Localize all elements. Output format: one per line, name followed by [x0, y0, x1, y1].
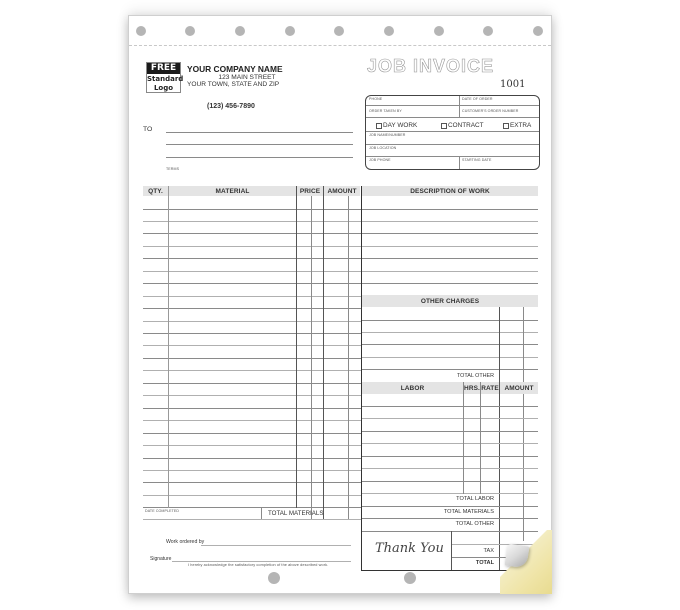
material-row[interactable] — [143, 420, 361, 421]
date-of-order-field-label[interactable]: DATE OF ORDER — [462, 97, 493, 101]
labor-amount-header: AMOUNT — [500, 382, 538, 394]
other-charge-row[interactable] — [362, 332, 538, 333]
main-divider — [361, 186, 362, 571]
binding-hole — [384, 26, 394, 36]
to-line-2[interactable] — [166, 144, 353, 145]
info-divider — [366, 117, 539, 118]
price-col-divider — [296, 186, 297, 508]
signature-label: Signature — [150, 556, 172, 562]
description-row[interactable] — [362, 209, 538, 210]
material-row[interactable] — [143, 321, 361, 322]
material-row[interactable] — [143, 209, 361, 210]
thank-you-text: Thank You — [375, 541, 444, 556]
acknowledgement-text: I hereby acknowledge the satisfactory completion of the above described work. — [188, 563, 329, 567]
logo-box — [146, 62, 184, 93]
labor-row[interactable] — [362, 493, 538, 494]
total-materials-label: TOTAL MATERIALS — [268, 510, 324, 517]
material-row[interactable] — [143, 333, 361, 334]
total-materials-divider — [261, 508, 262, 519]
other-charge-row[interactable] — [362, 344, 538, 345]
binding-hole — [285, 26, 295, 36]
rate-header: RATE — [481, 382, 499, 394]
info-divider — [366, 131, 539, 132]
checkbox-icon[interactable] — [441, 123, 447, 129]
binding-hole — [404, 572, 416, 584]
rate-divider — [480, 382, 481, 494]
labor-header: LABOR — [362, 382, 463, 394]
hrs-header: HRS. — [464, 382, 480, 394]
qty-col-divider — [168, 186, 169, 508]
labor-row[interactable] — [362, 418, 538, 419]
material-row[interactable] — [143, 221, 361, 222]
material-header: MATERIAL — [169, 186, 296, 196]
job-name-number-field-label[interactable]: JOB NAME/NUMBER — [369, 133, 406, 137]
binding-hole — [434, 26, 444, 36]
material-row[interactable] — [143, 408, 361, 409]
description-row[interactable] — [362, 258, 538, 259]
qty-header: QTY. — [143, 186, 168, 196]
logo-text: Logo — [153, 84, 174, 92]
binding-hole — [533, 26, 543, 36]
description-row[interactable] — [362, 246, 538, 247]
work-ordered-by-label: Work ordered by — [166, 539, 205, 545]
labor-row[interactable] — [362, 456, 538, 457]
amount-header: AMOUNT — [324, 186, 360, 196]
thank-you-divider — [451, 531, 452, 571]
material-row[interactable] — [143, 358, 361, 359]
binding-hole — [483, 26, 493, 36]
info-vdivider — [459, 156, 460, 169]
customer-order-number-field-label[interactable]: CUSTOMER'S ORDER NUMBER — [462, 109, 519, 113]
material-row[interactable] — [143, 233, 361, 234]
total-other-label: TOTAL OTHER — [456, 373, 494, 379]
invoice-title: JOB INVOICE — [367, 56, 495, 76]
info-divider — [366, 105, 539, 106]
material-row[interactable] — [143, 383, 361, 384]
summary-total-other-label: TOTAL OTHER — [455, 521, 494, 527]
material-row[interactable] — [143, 470, 361, 471]
signature-line[interactable] — [172, 561, 351, 562]
material-row[interactable] — [143, 296, 361, 297]
work-ordered-by-line[interactable] — [201, 545, 351, 546]
job-location-field-label[interactable]: JOB LOCATION — [369, 146, 397, 150]
company-phone: (123) 456-7890 — [207, 103, 255, 110]
description-row[interactable] — [362, 271, 538, 272]
logo-free: FREE — [147, 63, 180, 74]
labor-row[interactable] — [362, 481, 538, 482]
order-taken-by-field-label[interactable]: ORDER TAKEN BY — [369, 109, 402, 113]
other-charges-header: OTHER CHARGES — [362, 295, 538, 307]
total-materials-bottom — [143, 519, 361, 520]
binding-hole — [235, 26, 245, 36]
description-row[interactable] — [362, 233, 538, 234]
checkbox-contract[interactable]: CONTRACT — [441, 122, 484, 129]
invoice-number: 1001 — [500, 79, 526, 90]
description-row[interactable] — [362, 221, 538, 222]
labor-row[interactable] — [362, 406, 538, 407]
labor-row[interactable] — [362, 468, 538, 469]
info-vdivider — [459, 96, 460, 117]
job-phone-field-label[interactable]: JOB PHONE — [369, 158, 391, 162]
material-row[interactable] — [143, 395, 361, 396]
info-divider — [366, 144, 539, 145]
material-row[interactable] — [143, 308, 361, 309]
checkbox-extra[interactable]: EXTRA — [503, 122, 531, 129]
binding-hole — [136, 26, 146, 36]
material-row[interactable] — [143, 445, 361, 446]
to-label: TO — [143, 126, 153, 133]
labor-row[interactable] — [362, 443, 538, 444]
description-row[interactable] — [362, 283, 538, 284]
other-charge-row[interactable] — [362, 369, 538, 370]
tax-label: TAX — [483, 548, 494, 554]
binding-hole — [185, 26, 195, 36]
labor-row[interactable] — [362, 431, 538, 432]
checkbox-day-work[interactable]: DAY WORK — [376, 122, 417, 129]
phone-field-label[interactable]: PHONE — [369, 97, 383, 101]
material-row[interactable] — [143, 271, 361, 272]
checkbox-icon[interactable] — [503, 123, 509, 129]
company-name: YOUR COMPANY NAME — [187, 64, 283, 74]
perforation-line — [129, 45, 551, 46]
starting-date-field-label[interactable]: STARTING DATE — [462, 158, 492, 162]
material-row[interactable] — [143, 370, 361, 371]
other-charge-row[interactable] — [362, 320, 538, 321]
material-row[interactable] — [143, 246, 361, 247]
material-row[interactable] — [143, 433, 361, 434]
price-cents-divider — [311, 196, 312, 519]
logo-standard: Standard — [147, 75, 184, 83]
info-divider — [366, 156, 539, 157]
terms-label: TERMS — [166, 167, 180, 171]
totals-divider — [362, 506, 538, 507]
total-labor-label: TOTAL LABOR — [456, 496, 494, 502]
material-row[interactable] — [143, 345, 361, 346]
material-row[interactable] — [143, 283, 361, 284]
description-header: DESCRIPTION OF WORK — [362, 186, 538, 196]
material-row[interactable] — [143, 507, 361, 508]
material-row[interactable] — [143, 258, 361, 259]
company-street: 123 MAIN STREET — [218, 74, 276, 81]
total-label: TOTAL — [475, 560, 494, 566]
to-line-1[interactable] — [166, 132, 353, 133]
amount-col-divider — [323, 186, 324, 519]
price-header: PRICE — [297, 186, 323, 196]
material-row[interactable] — [143, 458, 361, 459]
material-row[interactable] — [143, 495, 361, 496]
totals-divider — [362, 518, 538, 519]
other-charge-row[interactable] — [362, 357, 538, 358]
hrs-divider — [463, 382, 464, 494]
summary-total-materials-label: TOTAL MATERIALS — [443, 509, 494, 515]
binding-hole — [268, 572, 280, 584]
date-completed-label[interactable]: DATE COMPLETED — [145, 509, 180, 513]
binding-hole — [334, 26, 344, 36]
company-city: YOUR TOWN, STATE AND ZIP — [187, 81, 280, 88]
material-row[interactable] — [143, 482, 361, 483]
amount-cents-divider — [348, 196, 349, 519]
checkbox-icon[interactable] — [376, 123, 382, 129]
to-line-3[interactable] — [166, 157, 353, 158]
